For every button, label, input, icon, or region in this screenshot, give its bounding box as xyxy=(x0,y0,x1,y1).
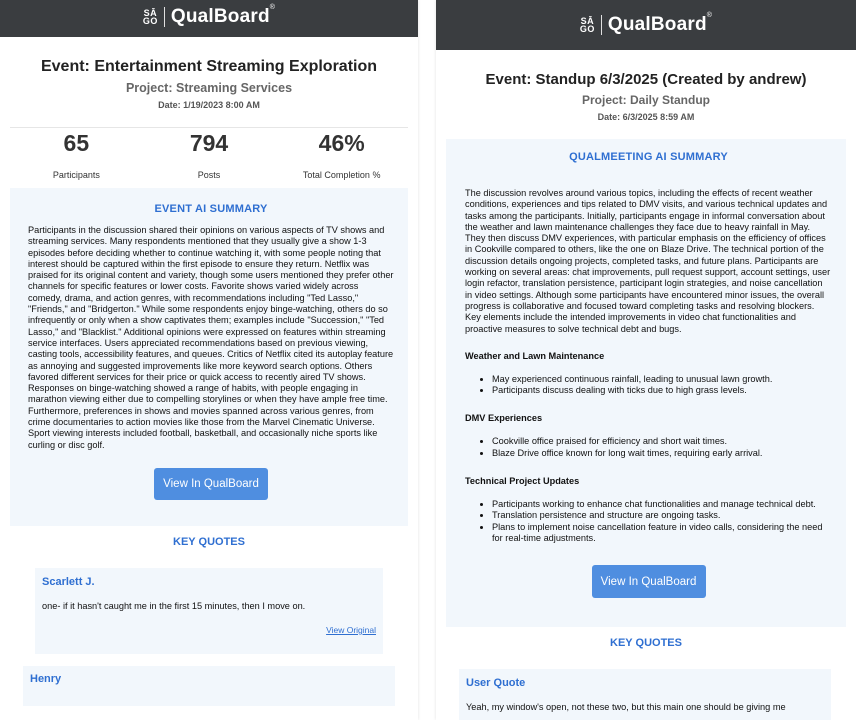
quote-card xyxy=(23,666,395,706)
event-ai-summary xyxy=(10,188,408,526)
summary-text: Participants in the discussion shared their opinions on various aspects of TV shows and streaming services. Many respondents mentioned that they usually give a show 1-3 episodes before deciding whether to continue watching it, with some people noting that interest should be captured within the first episode to ensure they return. Netflix was praised for its original content and variety, though some users mentioned they prefer other channels for specific features or lower costs. Favorite shows varied widely across comedy, drama, and action genres, with recommendations including "Ted Lasso," "Friends," and "Bridgerton." While some respondents enjoy binge-watching, others do so infrequently or only when a show captivates them; examples include "Succession," "Ted Lasso," and "Blacklist." Additional opinions were expressed on features within streaming service interfaces. Users appreciated recommendations based on previous viewing, casting tools, accessibility features, and queues. Critics of Netflix cited its autoplay feature as annoying and suggested improvements like more keyword search options. Others favored different services for their price or quick access to recently aired TV shows. Responses on binge-watching showed a range of habits, with people engaging in marathon viewing either due to compelling storylines or when they have ample free time. Furthermore, preferences in shows and movies spanned across various genres, from crime documentaries to action movies like those from the Marvel Cinematic Universe. Sport viewing interests included football, basketball, and occasionally niche sports like curling or disc golf. xyxy=(28,225,394,450)
quote-author: Henry xyxy=(30,673,62,685)
stat-value: 46% xyxy=(318,130,365,156)
logo-mark-top: SĀ xyxy=(580,16,595,26)
section-heading: Technical Project Updates xyxy=(465,476,580,487)
list-item: • Blaze Drive office known for long wait times, requiring early arrival. xyxy=(492,448,832,459)
summary-heading: EVENT AI SUMMARY xyxy=(154,203,268,215)
stat-value: 794 xyxy=(189,130,229,156)
section-list xyxy=(465,436,832,459)
stat-label: Total Completion % xyxy=(302,170,381,180)
list-item: • Plans to implement noise cancellation feature in video calls, considering the need for real-time adjustments. xyxy=(492,522,832,545)
summary-heading: QUALMEETING AI SUMMARY xyxy=(569,151,728,163)
event-title: Event: Standup 6/3/2025 (Created by andrew) xyxy=(485,71,807,88)
logo-mark-top: SĀ xyxy=(143,7,158,18)
stats-row xyxy=(10,127,408,180)
quote-card xyxy=(35,568,383,654)
quote-text: Yeah, my window's open, not these two, but this main one should be giving me xyxy=(466,702,786,712)
logo-wordmark xyxy=(608,14,712,36)
quote-author: User Quote xyxy=(466,677,526,689)
list-item: • Participants discuss dealing with ticks due to high grass levels. xyxy=(492,385,832,396)
logo-divider xyxy=(164,7,165,27)
key-quotes-heading: KEY QUOTES xyxy=(610,637,682,649)
view-in-qualboard-button[interactable]: View In QualBoard xyxy=(154,468,268,500)
email-panel-right xyxy=(436,0,856,720)
section-list xyxy=(465,374,832,397)
qualboard-logo xyxy=(580,14,712,36)
event-project: Project: Daily Standup xyxy=(581,93,711,107)
quote-card xyxy=(459,669,831,720)
summary-text: The discussion revolves around various topics, including the effects of recent weather conditions, experiences and tips related to DMV visits, and various technical updates and tasks among the participants. Initially, participants engage in informal conversation about the weather and lawn maintenance challenges they face due to heavy rainfall in May. They then discuss DMV experiences, with particular emphasis on the efficiency of offices in Cookville compared to others, like the one on Blaze Drive. The technical portion of the discussion details ongoing projects, completed tasks, and future plans. Participants are working on several areas: chat improvements, pull request support, account settings, user login refactor, translation persistence, participant login strategies, and noise cancellation in video settings. Although some participants have encountered minor issues, the overall progress is collaborative and focused toward completing tasks and resolving blockers. Key elements include the intended improvements in video chat functionalities and proactive measures to solve technical debt and bugs. xyxy=(465,188,831,334)
header-bar xyxy=(436,0,856,50)
qualmeeting-ai-summary xyxy=(446,139,846,627)
section-heading: Weather and Lawn Maintenance xyxy=(465,350,605,361)
key-quotes-heading: KEY QUOTES xyxy=(173,536,245,548)
view-original-link[interactable]: View Original xyxy=(326,625,376,635)
logo-name: QualBoard xyxy=(170,5,270,27)
stat-participants xyxy=(10,130,143,180)
logo-name: QualBoard xyxy=(607,14,707,35)
event-date: Date: 1/19/2023 8:00 AM xyxy=(158,100,260,110)
view-in-qualboard-button[interactable]: View In QualBoard xyxy=(592,565,706,598)
list-item: • Participants working to enhance chat functionalities and manage technical debt. xyxy=(492,499,832,510)
event-title: Event: Entertainment Streaming Exploration xyxy=(40,58,378,75)
email-panel-left xyxy=(0,0,418,720)
section-list xyxy=(465,499,832,544)
stat-value: 65 xyxy=(63,130,90,156)
list-item: • Cookville office praised for efficiency and short wait times. xyxy=(492,436,832,447)
qualboard-logo xyxy=(142,3,276,28)
sago-logo-mark xyxy=(143,9,158,25)
logo-reg-mark: ® xyxy=(706,12,713,19)
logo-wordmark xyxy=(170,3,276,28)
quote-author: Scarlett J. xyxy=(42,576,95,588)
stat-completion xyxy=(275,130,408,180)
logo-mark-bottom: GO xyxy=(142,15,158,26)
list-item: • Translation persistence and structure are ongoing tasks. xyxy=(492,510,832,521)
quote-text: one- if it hasn't caught me in the first 15 minutes, then I move on. xyxy=(42,601,306,611)
stat-posts xyxy=(143,130,276,180)
event-project: Project: Streaming Services xyxy=(125,81,293,95)
stat-label: Posts xyxy=(197,170,221,180)
header-bar xyxy=(0,0,418,37)
stat-label: Participants xyxy=(52,170,100,180)
event-date: Date: 6/3/2025 8:59 AM xyxy=(597,112,695,122)
list-item: • May experienced continuous rainfall, leading to unusual lawn growth. xyxy=(492,374,832,385)
logo-divider xyxy=(601,15,602,35)
section-heading: DMV Experiences xyxy=(465,413,543,424)
logo-reg-mark: ® xyxy=(269,3,276,11)
sago-logo-mark xyxy=(580,17,595,33)
logo-mark-bottom: GO xyxy=(579,24,595,34)
